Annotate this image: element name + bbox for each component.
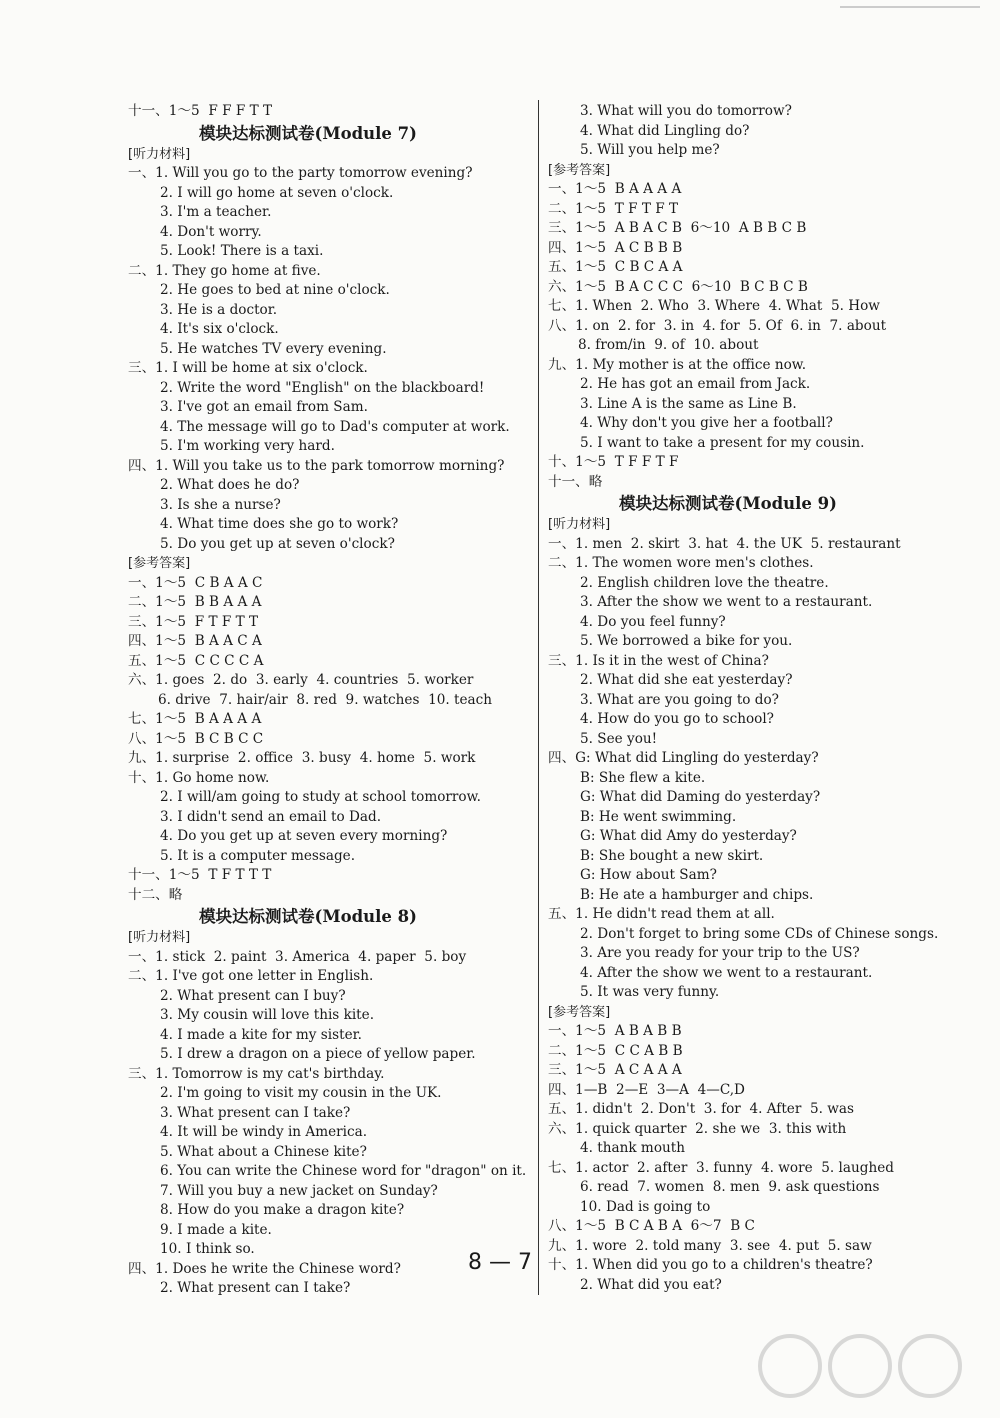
answer-line: 五、1～5 C B C A A [548, 259, 683, 275]
answer-line: 一、1. Will you go to the party tomorrow evening? [128, 165, 473, 181]
answer-line: 4. I made a kite for my sister. [160, 1026, 362, 1043]
section-heading: 模块达标测试卷(Module 8) [199, 907, 417, 926]
answer-line: 2. What present can I buy? [160, 987, 346, 1004]
answer-line: 六、1～5 B A C C C 6～10 B C B C B [548, 278, 808, 295]
answer-line: 4. Do you feel funny? [580, 613, 726, 630]
answer-line: 三、1. Is it in the west of China? [548, 652, 769, 669]
answer-line: G: What did Amy do yesterday? [580, 828, 797, 844]
answer-line: 6. drive 7. hair/air 8. red 9. watches 10. teach [158, 691, 492, 708]
answer-line: 2. Don't forget to bring some CDs of Chinese songs. [580, 925, 939, 942]
answer-line: 十、1. When did you go to a children's theatre? [548, 1257, 873, 1273]
answer-line: 七、1. actor 2. after 3. funny 4. wore 5. laughed [548, 1159, 894, 1176]
answer-line: 10. I think so. [160, 1241, 255, 1257]
answer-line: 九、1. surprise 2. office 3. busy 4. home 5. work [128, 750, 476, 766]
answer-line: 5. It was very funny. [580, 984, 720, 1000]
answer-line: 二、1～5 T F T F T [548, 200, 679, 217]
answer-line: 五、1. didn't 2. Don't 3. for 4. After 5. was [548, 1101, 854, 1117]
answer-line: 九、1. My mother is at the office now. [548, 356, 807, 373]
answer-line: 三、1. Tomorrow is my cat's birthday. [128, 1065, 385, 1082]
answer-line: 5. We borrowed a bike for you. [580, 633, 793, 649]
answer-line: 六、1. goes 2. do 3. early 4. countries 5. worker [128, 672, 474, 688]
answer-line: 二、1. I've got one letter in English. [128, 968, 374, 984]
answer-line: 4. It's six o'clock. [160, 321, 279, 337]
answer-line: 2. What present can I take? [160, 1280, 351, 1296]
answer-line: 5. I'm working very hard. [160, 438, 335, 454]
answer-line: 7. Will you buy a new jacket on Sunday? [160, 1182, 438, 1199]
section-heading: 模块达标测试卷(Module 9) [619, 494, 837, 513]
answer-line: 4. thank mouth [580, 1140, 685, 1156]
answer-line: B: He ate a hamburger and chips. [580, 886, 814, 903]
section-tag: [参考答案] [128, 556, 191, 571]
answer-line: 5. Will you help me? [580, 142, 720, 158]
answer-line: 五、1. He didn't read them at all. [548, 906, 775, 922]
answer-line: 2. He goes to bed at nine o'clock. [160, 282, 390, 298]
answer-line: 9. I made a kite. [160, 1221, 272, 1238]
answer-line: 4. Do you get up at seven every morning? [160, 828, 448, 844]
answer-line: 4. Don't worry. [160, 223, 262, 240]
answer-line: 八、1～5 B C B C C [128, 730, 264, 747]
answer-line: 4. It will be windy in America. [160, 1124, 368, 1140]
section-tag: [听力材料] [128, 146, 191, 162]
answer-line: 4. What time does she go to work? [160, 516, 399, 532]
answer-line: 三、1～5 A B A C B 6～10 A B B C B [548, 220, 807, 236]
left-column [128, 102, 528, 1299]
answer-line: 5. I drew a dragon on a piece of yellow paper. [160, 1046, 476, 1062]
page-number: 8 — 7 [468, 1250, 532, 1275]
answer-line: 四、1. Will you take us to the park tomorrow morning? [128, 457, 505, 474]
answer-line: 2. I will/am going to study at school tomorrow. [160, 789, 481, 805]
answer-line: 6. read 7. women 8. men 9. ask questions [580, 1179, 880, 1195]
answer-line: 六、1. quick quarter 2. she we 3. this with [548, 1120, 847, 1137]
answer-line: 十、1～5 T F F T F [548, 454, 679, 470]
answer-line: 2. Write the word "English" on the blackboard! [160, 379, 485, 396]
answer-line: 2. I will go home at seven o'clock. [160, 184, 394, 201]
answer-line: 3. I didn't send an email to Dad. [160, 808, 382, 825]
answer-line: 4. The message will go to Dad's computer at work. [160, 418, 510, 435]
answer-line: 十一、1～5 F F F T T [128, 103, 273, 119]
answer-line: 2. I'm going to visit my cousin in the UK. [160, 1085, 442, 1101]
answer-line: 3. What will you do tomorrow? [580, 103, 792, 119]
answer-line: 二、1～5 B B A A A [128, 594, 262, 610]
answer-line: 2. What does he do? [160, 477, 300, 493]
answer-line: B: He went swimming. [580, 808, 737, 825]
answer-line: 5. What about a Chinese kite? [160, 1143, 367, 1160]
right-column [548, 102, 948, 1295]
answer-line: B: She bought a new skirt. [580, 847, 764, 864]
section-heading: 模块达标测试卷(Module 7) [199, 123, 417, 143]
answer-line: 2. English children love the theatre. [580, 574, 829, 591]
answer-line: 一、1～5 B A A A A [548, 181, 682, 197]
answer-line: 5. Do you get up at seven o'clock? [160, 535, 395, 552]
answer-line: 十二、略 [128, 886, 183, 903]
answer-line: 8. How do you make a dragon kite? [160, 1202, 405, 1218]
column-divider [538, 100, 539, 1295]
answer-line: 2. What did you eat? [580, 1276, 722, 1293]
answer-line: B: She flew a kite. [580, 769, 706, 786]
answer-line: 一、1～5 C B A A C [128, 574, 263, 591]
answer-line: 4. Why don't you give her a football? [580, 415, 833, 431]
section-tag: [听力材料] [548, 517, 611, 532]
answer-line: 8. from/in 9. of 10. about [578, 337, 759, 353]
answer-line: 一、1～5 A B A B B [548, 1023, 682, 1039]
answer-line: 5. He watches TV every evening. [160, 340, 387, 357]
answer-line: 3. I've got an email from Sam. [160, 399, 368, 415]
answer-line: 一、1. stick 2. paint 3. America 4. paper 5. boy [128, 948, 467, 965]
answer-line: 3. What are you going to do? [580, 691, 779, 708]
answer-line: 3. I'm a teacher. [160, 204, 272, 220]
answer-line: 2. He has got an email from Jack. [580, 376, 811, 392]
answer-line: 6. You can write the Chinese word for "dragon" on it. [160, 1163, 527, 1179]
answer-line: 八、1. on 2. for 3. in 4. for 5. Of 6. in 7. about [548, 317, 887, 334]
answer-line: 一、1. men 2. skirt 3. hat 4. the UK 5. restaurant [548, 535, 901, 552]
answer-line: 3. After the show we went to a restaurant. [580, 594, 873, 610]
answer-line: 5. I want to take a present for my cousin. [580, 434, 865, 451]
section-tag: [参考答案] [548, 1004, 611, 1020]
top-edge-line [840, 6, 980, 8]
answer-line: 十一、1～5 T F T T T [128, 867, 272, 883]
answer-line: 五、1～5 C C C C A [128, 652, 264, 669]
watermark-icon [750, 1326, 970, 1406]
answer-line: 七、1～5 B A A A A [128, 711, 262, 727]
answer-line: 十、1. Go home now. [128, 769, 270, 786]
answer-line: 四、1～5 A C B B B [548, 239, 683, 256]
answer-line: 5. See you! [580, 730, 658, 747]
answer-line: 四、1—B 2—E 3—A 4—C,D [548, 1081, 745, 1098]
answer-line: 四、1. Does he write the Chinese word? [128, 1260, 401, 1277]
answer-line: 三、1. I will be home at six o'clock. [128, 360, 368, 376]
answer-line: G: What did Daming do yesterday? [580, 789, 821, 805]
answer-line: 4. After the show we went to a restaurant. [580, 964, 873, 981]
answer-line: G: How about Sam? [580, 867, 717, 883]
section-tag: [参考答案] [548, 162, 611, 178]
section-tag: [听力材料] [128, 930, 191, 945]
answer-line: 三、1～5 A C A A A [548, 1062, 682, 1078]
answer-line: 二、1. The women wore men's clothes. [548, 555, 814, 571]
answer-line: 10. Dad is going to [580, 1198, 711, 1215]
answer-line: 5. It is a computer message. [160, 847, 356, 864]
answer-line: 5. Look! There is a taxi. [160, 243, 324, 259]
answer-line: 四、1～5 B A A C A [128, 633, 262, 649]
answer-line: 3. What present can I take? [160, 1104, 351, 1121]
answer-line: 十一、略 [548, 473, 603, 490]
answer-line: 二、1～5 C C A B B [548, 1042, 683, 1059]
answer-line: 七、1. When 2. Who 3. Where 4. What 5. How [548, 298, 880, 314]
answer-line: 4. How do you go to school? [580, 711, 774, 727]
answer-line: 三、1～5 F T F T T [128, 613, 259, 630]
answer-line: 3. Line A is the same as Line B. [580, 395, 797, 412]
answer-line: 九、1. wore 2. told many 3. see 4. put 5. saw [548, 1237, 872, 1254]
answer-line: 3. He is a doctor. [160, 301, 278, 318]
answer-line: 八、1～5 B C A B A 6～7 B C [548, 1218, 755, 1234]
answer-line: 3. My cousin will love this kite. [160, 1007, 375, 1023]
answer-line: 二、1. They go home at five. [128, 262, 321, 279]
answer-line: 3. Are you ready for your trip to the US? [580, 945, 860, 961]
answer-line: 3. Is she a nurse? [160, 496, 281, 513]
answer-line: 四、G: What did Lingling do yesterday? [548, 750, 819, 766]
answer-line: 2. What did she eat yesterday? [580, 672, 793, 688]
answer-line: 4. What did Lingling do? [580, 122, 750, 139]
